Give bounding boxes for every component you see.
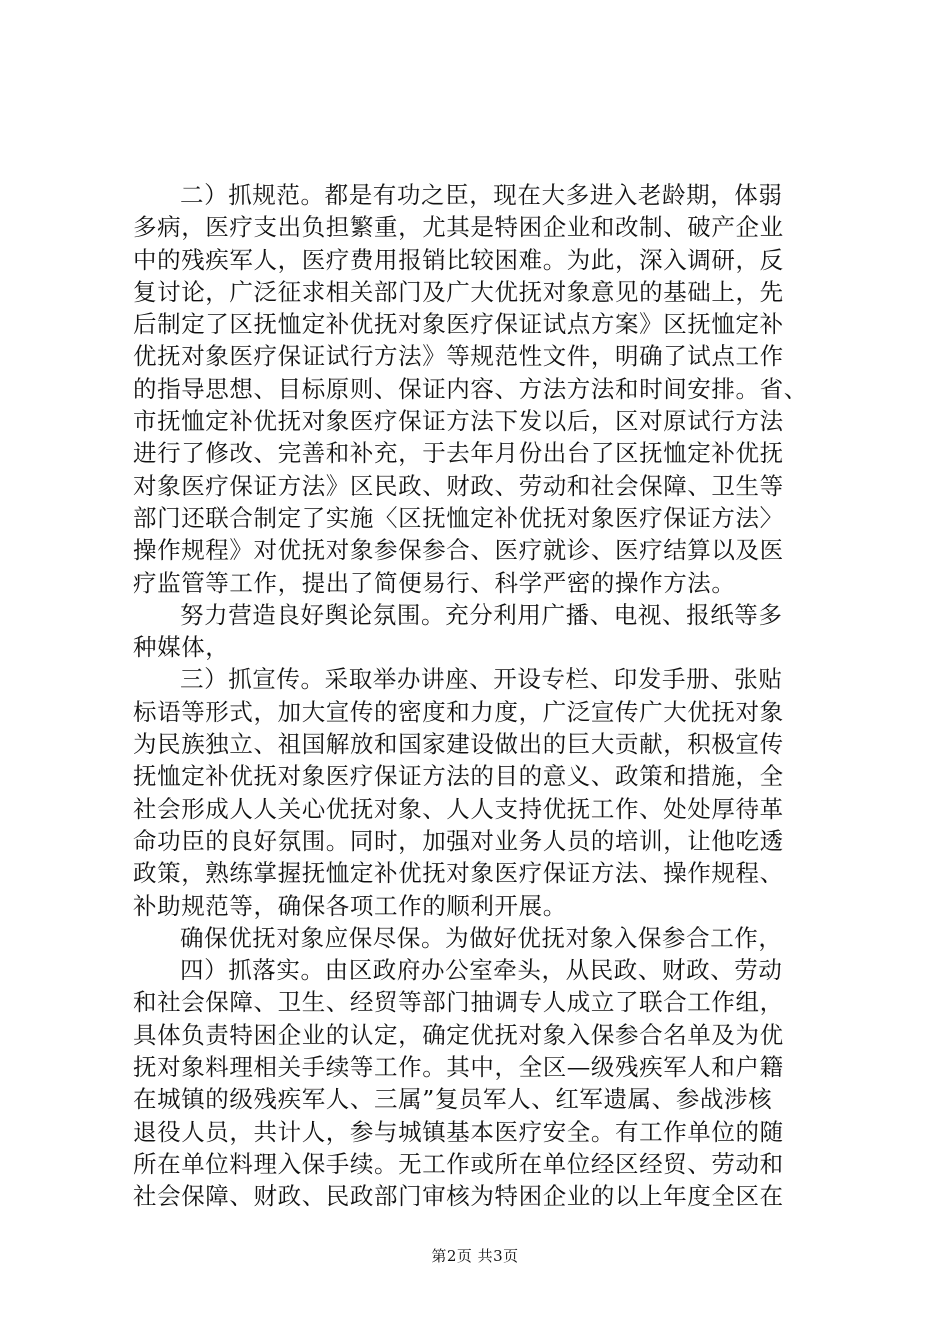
text-line: 四）抓落实。由区政府办公室牵头，从民政、财政、劳动 bbox=[180, 956, 783, 985]
text-line: 部门还联合制定了实施〈区抚恤定补优抚对象医疗保证方法〉 bbox=[133, 503, 784, 532]
text-line: 抚对象料理相关手续等工作。其中，全区—级残疾军人和户籍 bbox=[133, 1053, 784, 1082]
text-line: 政策，熟练掌握抚恤定补优抚对象医疗保证方法、操作规程、 bbox=[133, 859, 784, 888]
text-line: 操作规程》对优抚对象参保参合、医疗就诊、医疗结算以及医 bbox=[133, 536, 784, 565]
page-number: 第2页 共3页 bbox=[431, 1247, 519, 1265]
text-line: 二）抓规范。都是有功之臣，现在大多进入老龄期，体弱 bbox=[180, 181, 783, 209]
text-line: 中的残疾军人，医疗费用报销比较困难。为此，深入调研，反 bbox=[133, 245, 784, 274]
page-footer bbox=[0, 1246, 950, 1266]
document-body bbox=[133, 179, 833, 1213]
text-line: 社会形成人人关心优抚对象、人人支持优抚工作、处处厚待革 bbox=[133, 794, 784, 823]
text-line: 和社会保障、卫生、经贸等部门抽调专人成立了联合工作组， bbox=[133, 988, 784, 1017]
text-line: 多病，医疗支出负担繁重，尤其是特困企业和改制、破产企业 bbox=[133, 213, 784, 242]
text-line: 退役人员，共计人，参与城镇基本医疗安全。有工作单位的随 bbox=[133, 1117, 784, 1146]
text-line: 疗监管等工作，提出了简便易行、科学严密的操作方法。 bbox=[133, 568, 736, 597]
text-line: 社会保障、财政、民政部门审核为特困企业的以上年度全区在 bbox=[133, 1182, 784, 1211]
text-line: 后制定了区抚恤定补优抚对象医疗保证试点方案》区抚恤定补 bbox=[133, 310, 784, 339]
text-line: 复讨论，广泛征求相关部门及广大优抚对象意见的基础上，先 bbox=[133, 277, 784, 306]
text-line: 在城镇的级残疾军人、三属”复员军人、红军遗属、参战涉核 bbox=[133, 1085, 773, 1114]
text-line: 为民族独立、祖国解放和国家建设做出的巨大贡献，积极宣传 bbox=[133, 730, 784, 759]
text-line: 的指导思想、目标原则、保证内容、方法方法和时间安排。省、 bbox=[133, 374, 808, 403]
text-line: 确保优抚对象应保尽保。为做好优抚对象入保参合工作， bbox=[180, 923, 783, 952]
text-line: 市抚恤定补优抚对象医疗保证方法下发以后，区对原试行方法 bbox=[133, 407, 784, 436]
text-line: 三）抓宣传。采取举办讲座、开设专栏、印发手册、张贴 bbox=[180, 665, 783, 694]
text-line: 进行了修改、完善和补充，于去年月份出台了区抚恤定补优抚 bbox=[133, 439, 784, 468]
text-line: 所在单位料理入保手续。无工作或所在单位经区经贸、劳动和 bbox=[133, 1149, 784, 1178]
text-line: 种媒体， bbox=[133, 633, 230, 662]
text-line: 具体负责特困企业的认定，确定优抚对象入保参合名单及为优 bbox=[133, 1020, 784, 1049]
text-line: 抚恤定补优抚对象医疗保证方法的目的意义、政策和措施，全 bbox=[133, 762, 784, 791]
text-line: 努力营造良好舆论氛围。充分利用广播、电视、报纸等多 bbox=[180, 600, 783, 629]
text-line: 标语等形式，加大宣传的密度和力度，广泛宣传广大优抚对象 bbox=[133, 697, 784, 726]
text-line: 补助规范等，确保各项工作的顺利开展。 bbox=[133, 891, 567, 920]
text-line: 优抚对象医疗保证试行方法》等规范性文件，明确了试点工作 bbox=[133, 342, 784, 371]
text-line: 命功臣的良好氛围。同时，加强对业务人员的培训，让他吃透 bbox=[133, 826, 784, 855]
text-line: 对象医疗保证方法》区民政、财政、劳动和社会保障、卫生等 bbox=[133, 471, 784, 500]
